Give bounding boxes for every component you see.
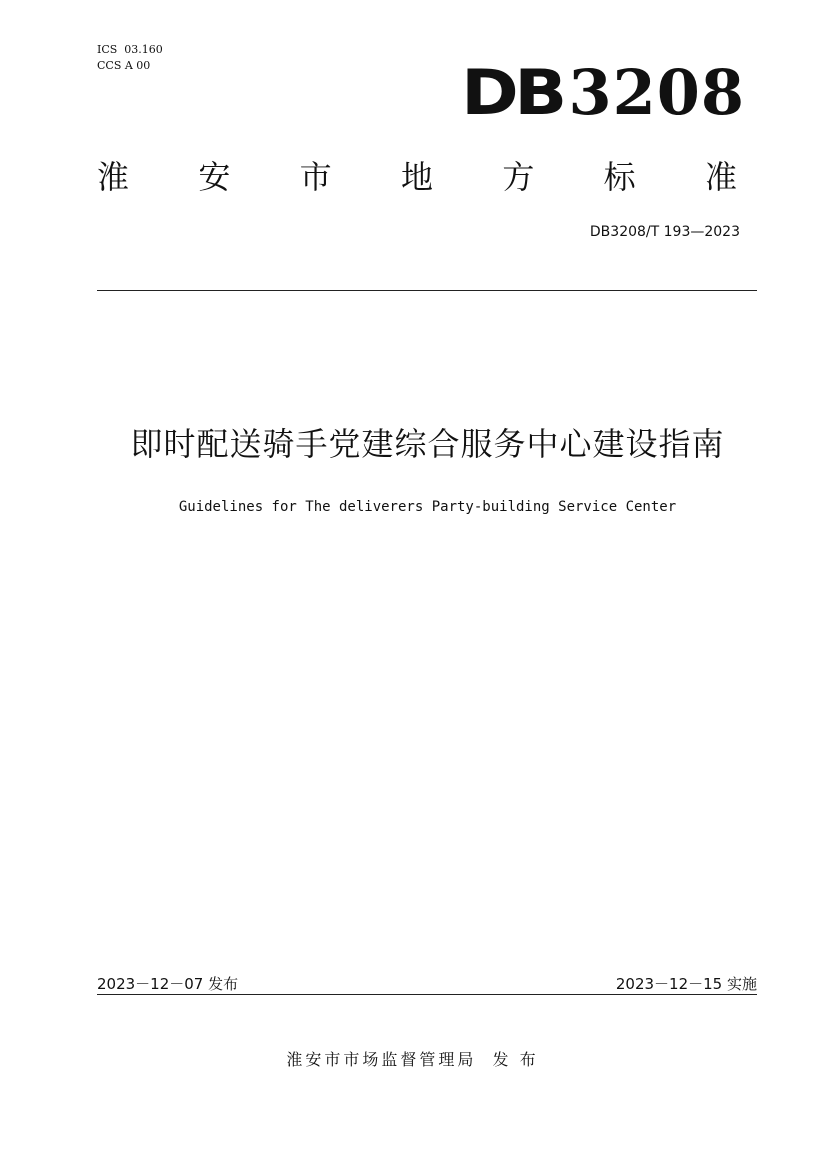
standard-type-char: 标 [603, 158, 636, 196]
ccs-code: CCS A 00 [97, 59, 151, 72]
classification-codes [97, 42, 163, 74]
standard-type-char: 安 [198, 158, 231, 196]
standard-code: DB3208/T 193—2023 [589, 224, 740, 240]
standard-mark-logo [460, 56, 745, 129]
standard-type-char: 市 [299, 158, 332, 196]
standard-type-heading [97, 155, 737, 199]
header-divider [97, 290, 757, 291]
standard-type-char: 淮 [97, 158, 130, 196]
standard-mark-number: 3208 [568, 56, 745, 129]
standard-type-char: 方 [502, 158, 535, 196]
publish-date: 2023－12－07 发布 [97, 975, 239, 993]
footer-divider [97, 994, 757, 995]
issuing-authority: 淮安市市场监督管理局 发 布 [286, 1050, 539, 1069]
document-title-english: Guidelines for The deliverers Party-building Service Center [178, 499, 677, 515]
effective-date: 2023－12－15 实施 [615, 975, 757, 993]
date-row [97, 974, 757, 994]
document-title-chinese: 即时配送骑手党建综合服务中心建设指南 [130, 425, 725, 463]
standard-mark-letters: DB [460, 56, 563, 129]
standard-type-char: 地 [400, 158, 433, 196]
ics-code: ICS 03.160 [97, 43, 163, 56]
standard-type-char: 准 [704, 158, 737, 196]
